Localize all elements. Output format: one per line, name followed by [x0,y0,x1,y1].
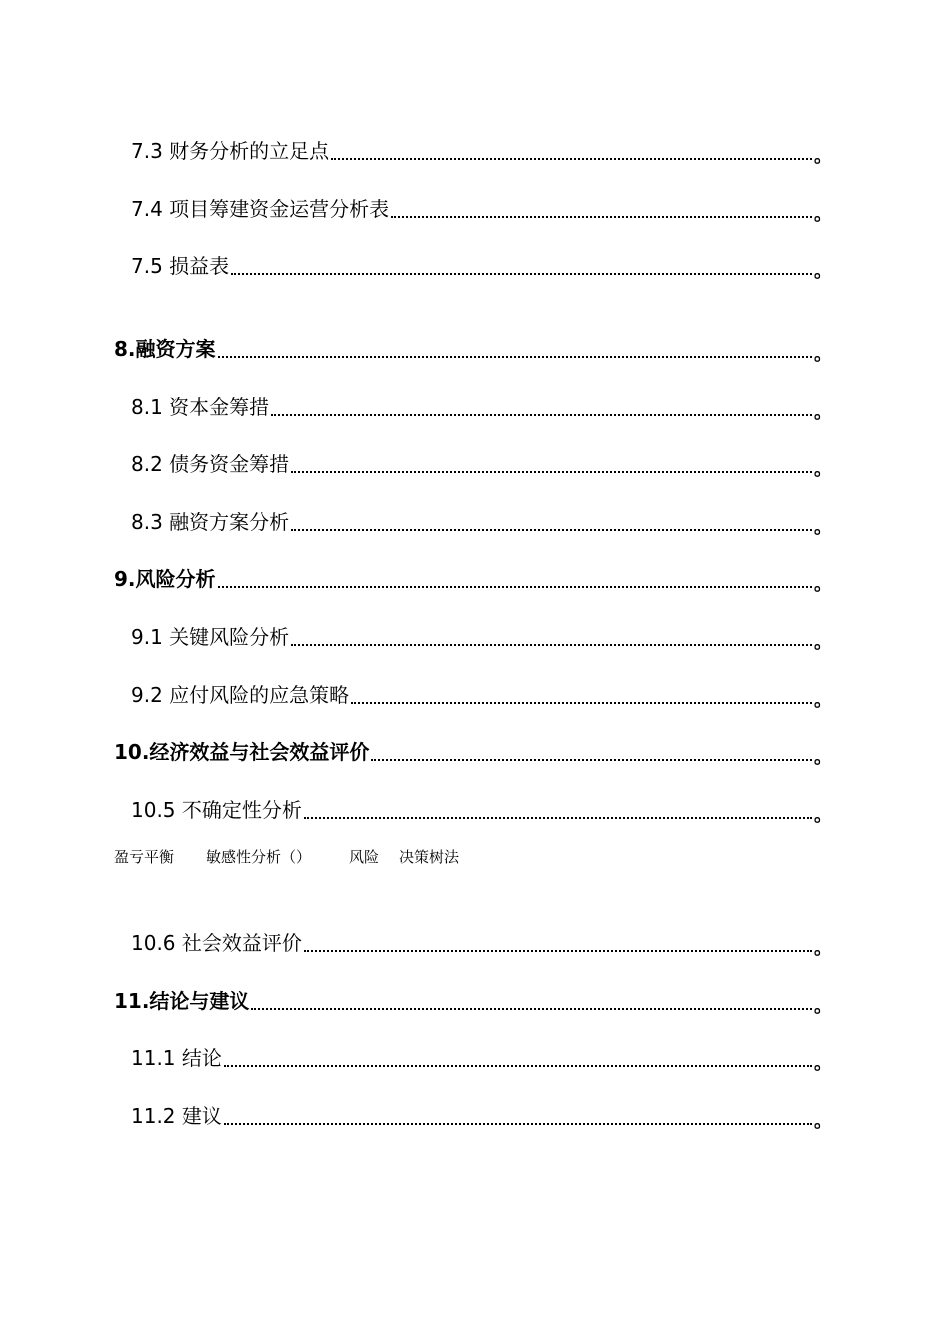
toc-entry-title: 11.2 建议 [131,1104,222,1128]
note-risk: 风险 [349,848,380,866]
toc-entry-end-mark: 。 [814,146,832,167]
toc-dot-leader [218,356,812,358]
toc-entry-9-1[interactable] [131,622,832,653]
toc-entry-end-mark: 。 [814,632,832,653]
toc-entry-end-mark: 。 [814,690,832,711]
analysis-methods-note [114,846,614,868]
toc-entry-8-1[interactable] [131,392,832,423]
toc-entry-title: 7.3 财务分析的立足点 [131,139,330,163]
toc-entry-title: 9.风险分析 [114,567,216,591]
note-decision-tree: 决策树法 [399,848,460,866]
toc-entry-title: 10.5 不确定性分析 [131,798,302,822]
toc-entry-11[interactable] [114,986,832,1017]
toc-dot-leader [291,644,812,646]
toc-entry-10-5[interactable] [131,795,832,826]
toc-entry-11-2[interactable] [131,1101,832,1132]
toc-entry-end-mark: 。 [814,517,832,538]
toc-entry-9-2[interactable] [131,680,832,711]
toc-entry-8[interactable] [114,334,832,365]
toc-dot-leader [291,529,812,531]
toc-entry-end-mark: 。 [814,805,832,826]
note-sensitivity-analysis: 敏感性分析（） [206,848,312,866]
toc-entry-title: 7.5 损益表 [131,254,230,278]
toc-entry-end-mark: 。 [814,938,832,959]
toc-entry-title: 10.经济效益与社会效益评价 [114,740,370,764]
toc-entry-title: 9.1 关键风险分析 [131,625,290,649]
toc-entry-7-5[interactable] [131,251,832,282]
toc-entry-end-mark: 。 [814,402,832,423]
toc-dot-leader [371,759,812,761]
toc-entry-7-4[interactable] [131,194,832,225]
toc-entry-11-1[interactable] [131,1043,832,1074]
toc-dot-leader [251,1008,812,1010]
toc-entry-title: 11.1 结论 [131,1046,222,1070]
toc-entry-title: 10.6 社会效益评价 [131,931,302,955]
toc-entry-title: 8.1 资本金筹措 [131,395,270,419]
toc-entry-end-mark: 。 [814,996,832,1017]
toc-dot-leader [231,273,812,275]
toc-dot-leader [224,1123,812,1125]
toc-entry-7-3[interactable] [131,136,832,167]
toc-dot-leader [351,702,812,704]
note-break-even: 盈亏平衡 [114,848,175,866]
toc-entry-end-mark: 。 [814,204,832,225]
toc-entry-end-mark: 。 [814,459,832,480]
toc-entry-title: 11.结论与建议 [114,989,250,1013]
toc-entry-title: 8.融资方案 [114,337,216,361]
toc-dot-leader [304,817,812,819]
toc-entry-end-mark: 。 [814,574,832,595]
toc-entry-end-mark: 。 [814,1053,832,1074]
toc-dot-leader [331,158,812,160]
toc-entry-10[interactable] [114,737,832,768]
toc-entry-8-2[interactable] [131,449,832,480]
toc-entry-title: 8.3 融资方案分析 [131,510,290,534]
toc-dot-leader [218,586,812,588]
toc-dot-leader [224,1065,812,1067]
toc-entry-title: 9.2 应付风险的应急策略 [131,683,350,707]
toc-dot-leader [291,471,812,473]
toc-dot-leader [391,216,812,218]
toc-entry-9[interactable] [114,564,832,595]
toc-entry-8-3[interactable] [131,507,832,538]
toc-dot-leader [304,950,812,952]
toc-entry-end-mark: 。 [814,747,832,768]
toc-entry-title: 7.4 项目筹建资金运营分析表 [131,197,390,221]
toc-entry-end-mark: 。 [814,261,832,282]
toc-entry-end-mark: 。 [814,1111,832,1132]
toc-dot-leader [271,414,812,416]
toc-entry-end-mark: 。 [814,344,832,365]
toc-entry-10-6[interactable] [131,928,832,959]
toc-entry-title: 8.2 债务资金筹措 [131,452,290,476]
